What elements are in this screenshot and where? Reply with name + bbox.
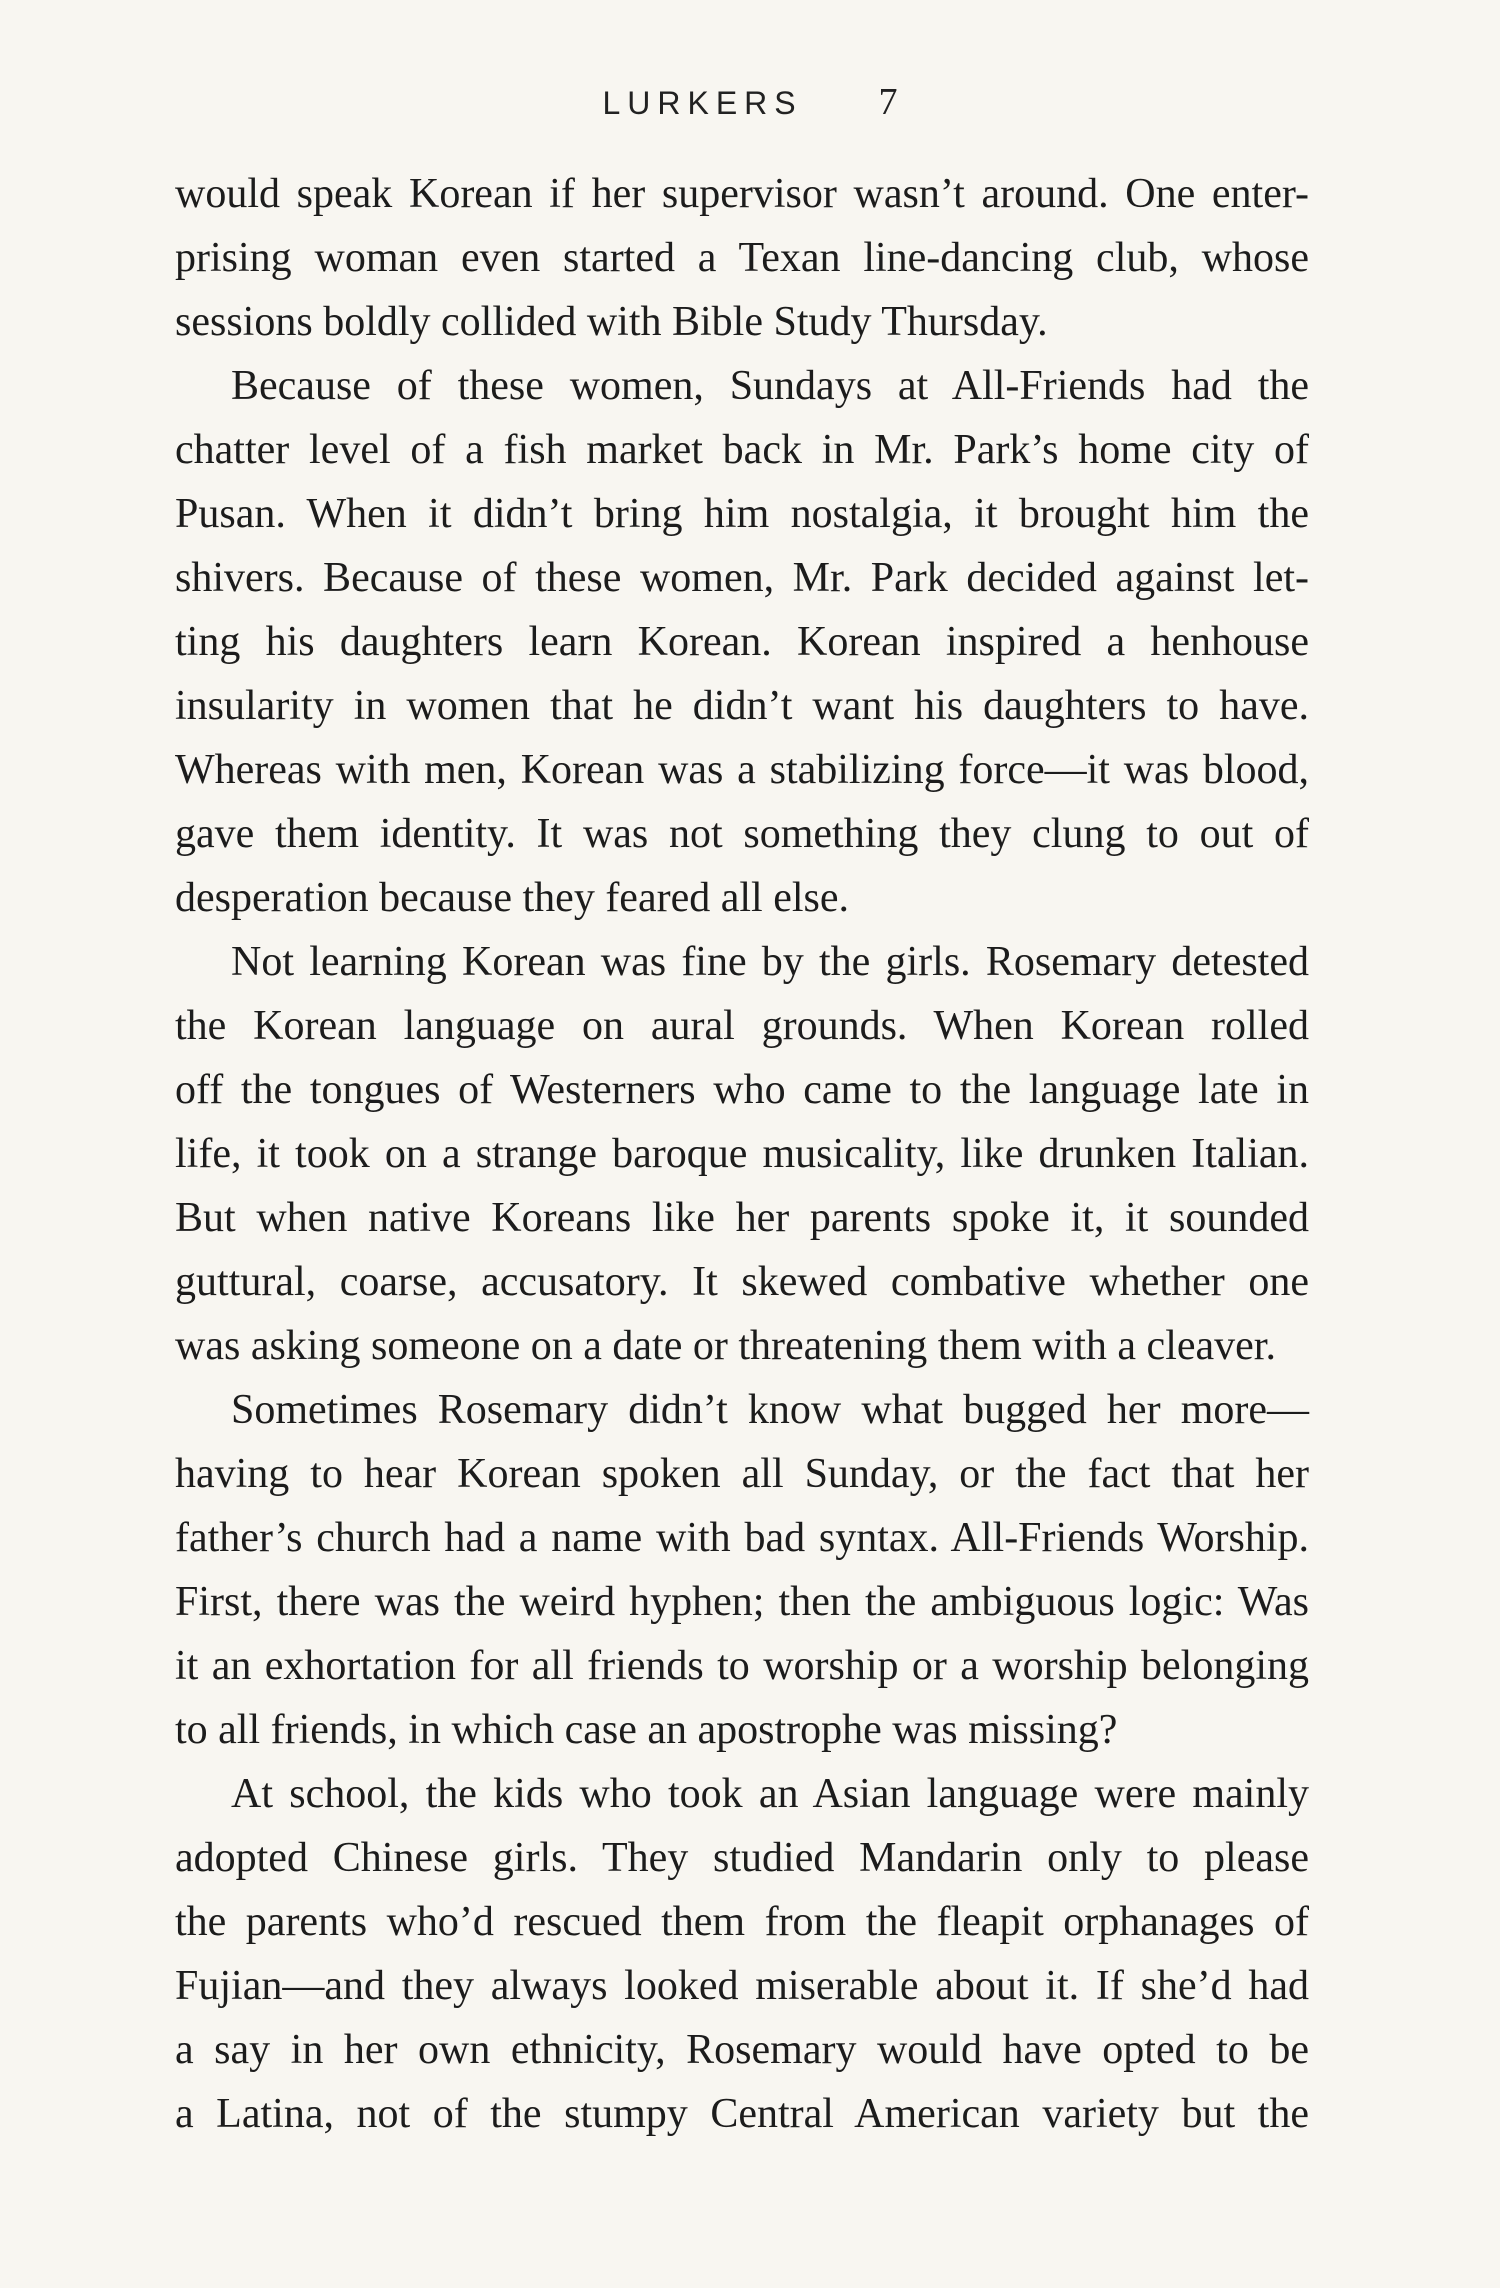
text-line: life, it took on a strange baroque musicality, like drunken Italian.	[175, 1131, 1309, 1177]
text-line: gave them identity. It was not something they clung to out of	[175, 811, 1309, 857]
text-line: At school, the kids who took an Asian language were mainly	[231, 1771, 1309, 1817]
text-line: to all friends, in which case an apostrophe was missing?	[175, 1707, 1118, 1753]
text-line: shivers. Because of these women, Mr. Park decided against let-	[175, 555, 1309, 601]
text-line: First, there was the weird hyphen; then the ambiguous logic: Was	[175, 1579, 1309, 1625]
text-line: off the tongues of Westerners who came to the language late in	[175, 1067, 1309, 1113]
text-line: a say in her own ethnicity, Rosemary would have opted to be	[175, 2027, 1309, 2073]
text-line: Because of these women, Sundays at All-Friends had the	[231, 363, 1309, 409]
page-number: 7	[878, 81, 898, 123]
text-line: guttural, coarse, accusatory. It skewed combative whether one	[175, 1259, 1309, 1305]
text-line: desperation because they feared all else.	[175, 875, 849, 921]
text-line: a Latina, not of the stumpy Central American variety but the	[175, 2091, 1309, 2137]
text-line: Not learning Korean was fine by the girls. Rosemary detested	[231, 939, 1309, 985]
text-line: was asking someone on a date or threatening them with a cleaver.	[175, 1323, 1276, 1369]
text-line: the parents who’d rescued them from the fleapit orphanages of	[175, 1899, 1309, 1945]
text-line: Sometimes Rosemary didn’t know what bugged her more—	[231, 1387, 1309, 1433]
text-line: chatter level of a fish market back in Mr. Park’s home city of	[175, 427, 1309, 473]
text-line: adopted Chinese girls. They studied Mandarin only to please	[175, 1835, 1309, 1881]
text-line: the Korean language on aural grounds. When Korean rolled	[175, 1003, 1309, 1049]
text-line: Whereas with men, Korean was a stabilizing force—it was blood,	[175, 747, 1309, 793]
text-line: Pusan. When it didn’t bring him nostalgia, it brought him the	[175, 491, 1309, 537]
text-line: ting his daughters learn Korean. Korean inspired a henhouse	[175, 619, 1309, 665]
text-line: But when native Koreans like her parents spoke it, it sounded	[175, 1195, 1309, 1241]
text-line: would speak Korean if her supervisor wasn’t around. One enter-	[175, 171, 1309, 217]
text-line: father’s church had a name with bad syntax. All-Friends Worship.	[175, 1515, 1309, 1561]
body-text	[175, 162, 1309, 2146]
running-head	[0, 80, 1500, 124]
text-line: it an exhortation for all friends to worship or a worship belonging	[175, 1643, 1309, 1689]
text-line: prising woman even started a Texan line-dancing club, whose	[175, 235, 1309, 281]
text-line: having to hear Korean spoken all Sunday, or the fact that her	[175, 1451, 1309, 1497]
text-line: sessions boldly collided with Bible Study Thursday.	[175, 299, 1048, 345]
text-line: Fujian—and they always looked miserable about it. If she’d had	[175, 1963, 1309, 2009]
text-line: insularity in women that he didn’t want his daughters to have.	[175, 683, 1309, 729]
running-head-title: LURKERS	[602, 85, 803, 121]
